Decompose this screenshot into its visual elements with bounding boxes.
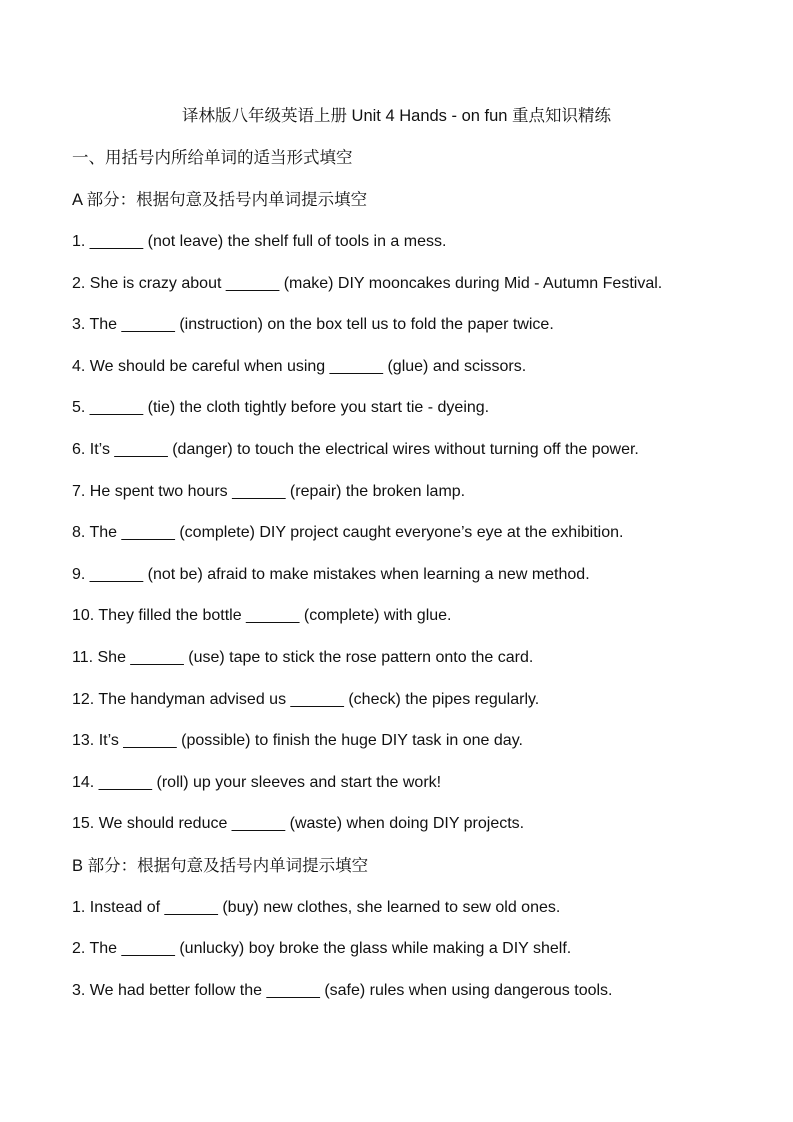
exercise-item: 12. The handyman advised us ______ (check) the pipes regularly. <box>72 691 540 708</box>
exercise-item: 9. ______ (not be) afraid to make mistakes when learning a new method. <box>72 566 590 583</box>
exercise-item: 3. The ______ (instruction) on the box tell us to fold the paper twice. <box>72 316 554 333</box>
exercise-item: 2. She is crazy about ______ (make) DIY mooncakes during Mid - Autumn Festival. <box>72 275 663 292</box>
part-b-heading: B 部分：根据句意及括号内单词提示填空 <box>72 857 369 875</box>
exercise-item: 5. ______ (tie) the cloth tightly before you start tie - dyeing. <box>72 399 490 416</box>
exercise-item: 3. We had better follow the ______ (safe) rules when using dangerous tools. <box>72 982 613 999</box>
part-a-heading: A 部分：根据句意及括号内单词提示填空 <box>72 191 368 209</box>
exercise-item: 15. We should reduce ______ (waste) when doing DIY projects. <box>72 815 525 832</box>
exercise-item: 10. They filled the bottle ______ (complete) with glue. <box>72 607 452 624</box>
document-title: 译林版八年级英语上册 Unit 4 Hands - on fun 重点知识精练 <box>181 107 612 125</box>
exercise-item: 7. He spent two hours ______ (repair) the broken lamp. <box>72 483 466 500</box>
exercise-item: 1. Instead of ______ (buy) new clothes, she learned to sew old ones. <box>72 899 561 916</box>
section-heading: 一、用括号内所给单词的适当形式填空 <box>72 149 353 167</box>
exercise-item: 14. ______ (roll) up your sleeves and start the work! <box>72 774 442 791</box>
exercise-item: 11. She ______ (use) tape to stick the rose pattern onto the card. <box>72 649 534 666</box>
exercise-item: 4. We should be careful when using ______ (glue) and scissors. <box>72 358 527 375</box>
exercise-item: 6. It’s ______ (danger) to touch the electrical wires without turning off the power. <box>72 441 639 458</box>
exercise-item: 8. The ______ (complete) DIY project caught everyone’s eye at the exhibition. <box>72 524 624 541</box>
exercise-item: 2. The ______ (unlucky) boy broke the glass while making a DIY shelf. <box>72 940 572 957</box>
exercise-item: 13. It’s ______ (possible) to finish the huge DIY task in one day. <box>72 732 523 749</box>
exercise-item: 1. ______ (not leave) the shelf full of tools in a mess. <box>72 233 447 250</box>
